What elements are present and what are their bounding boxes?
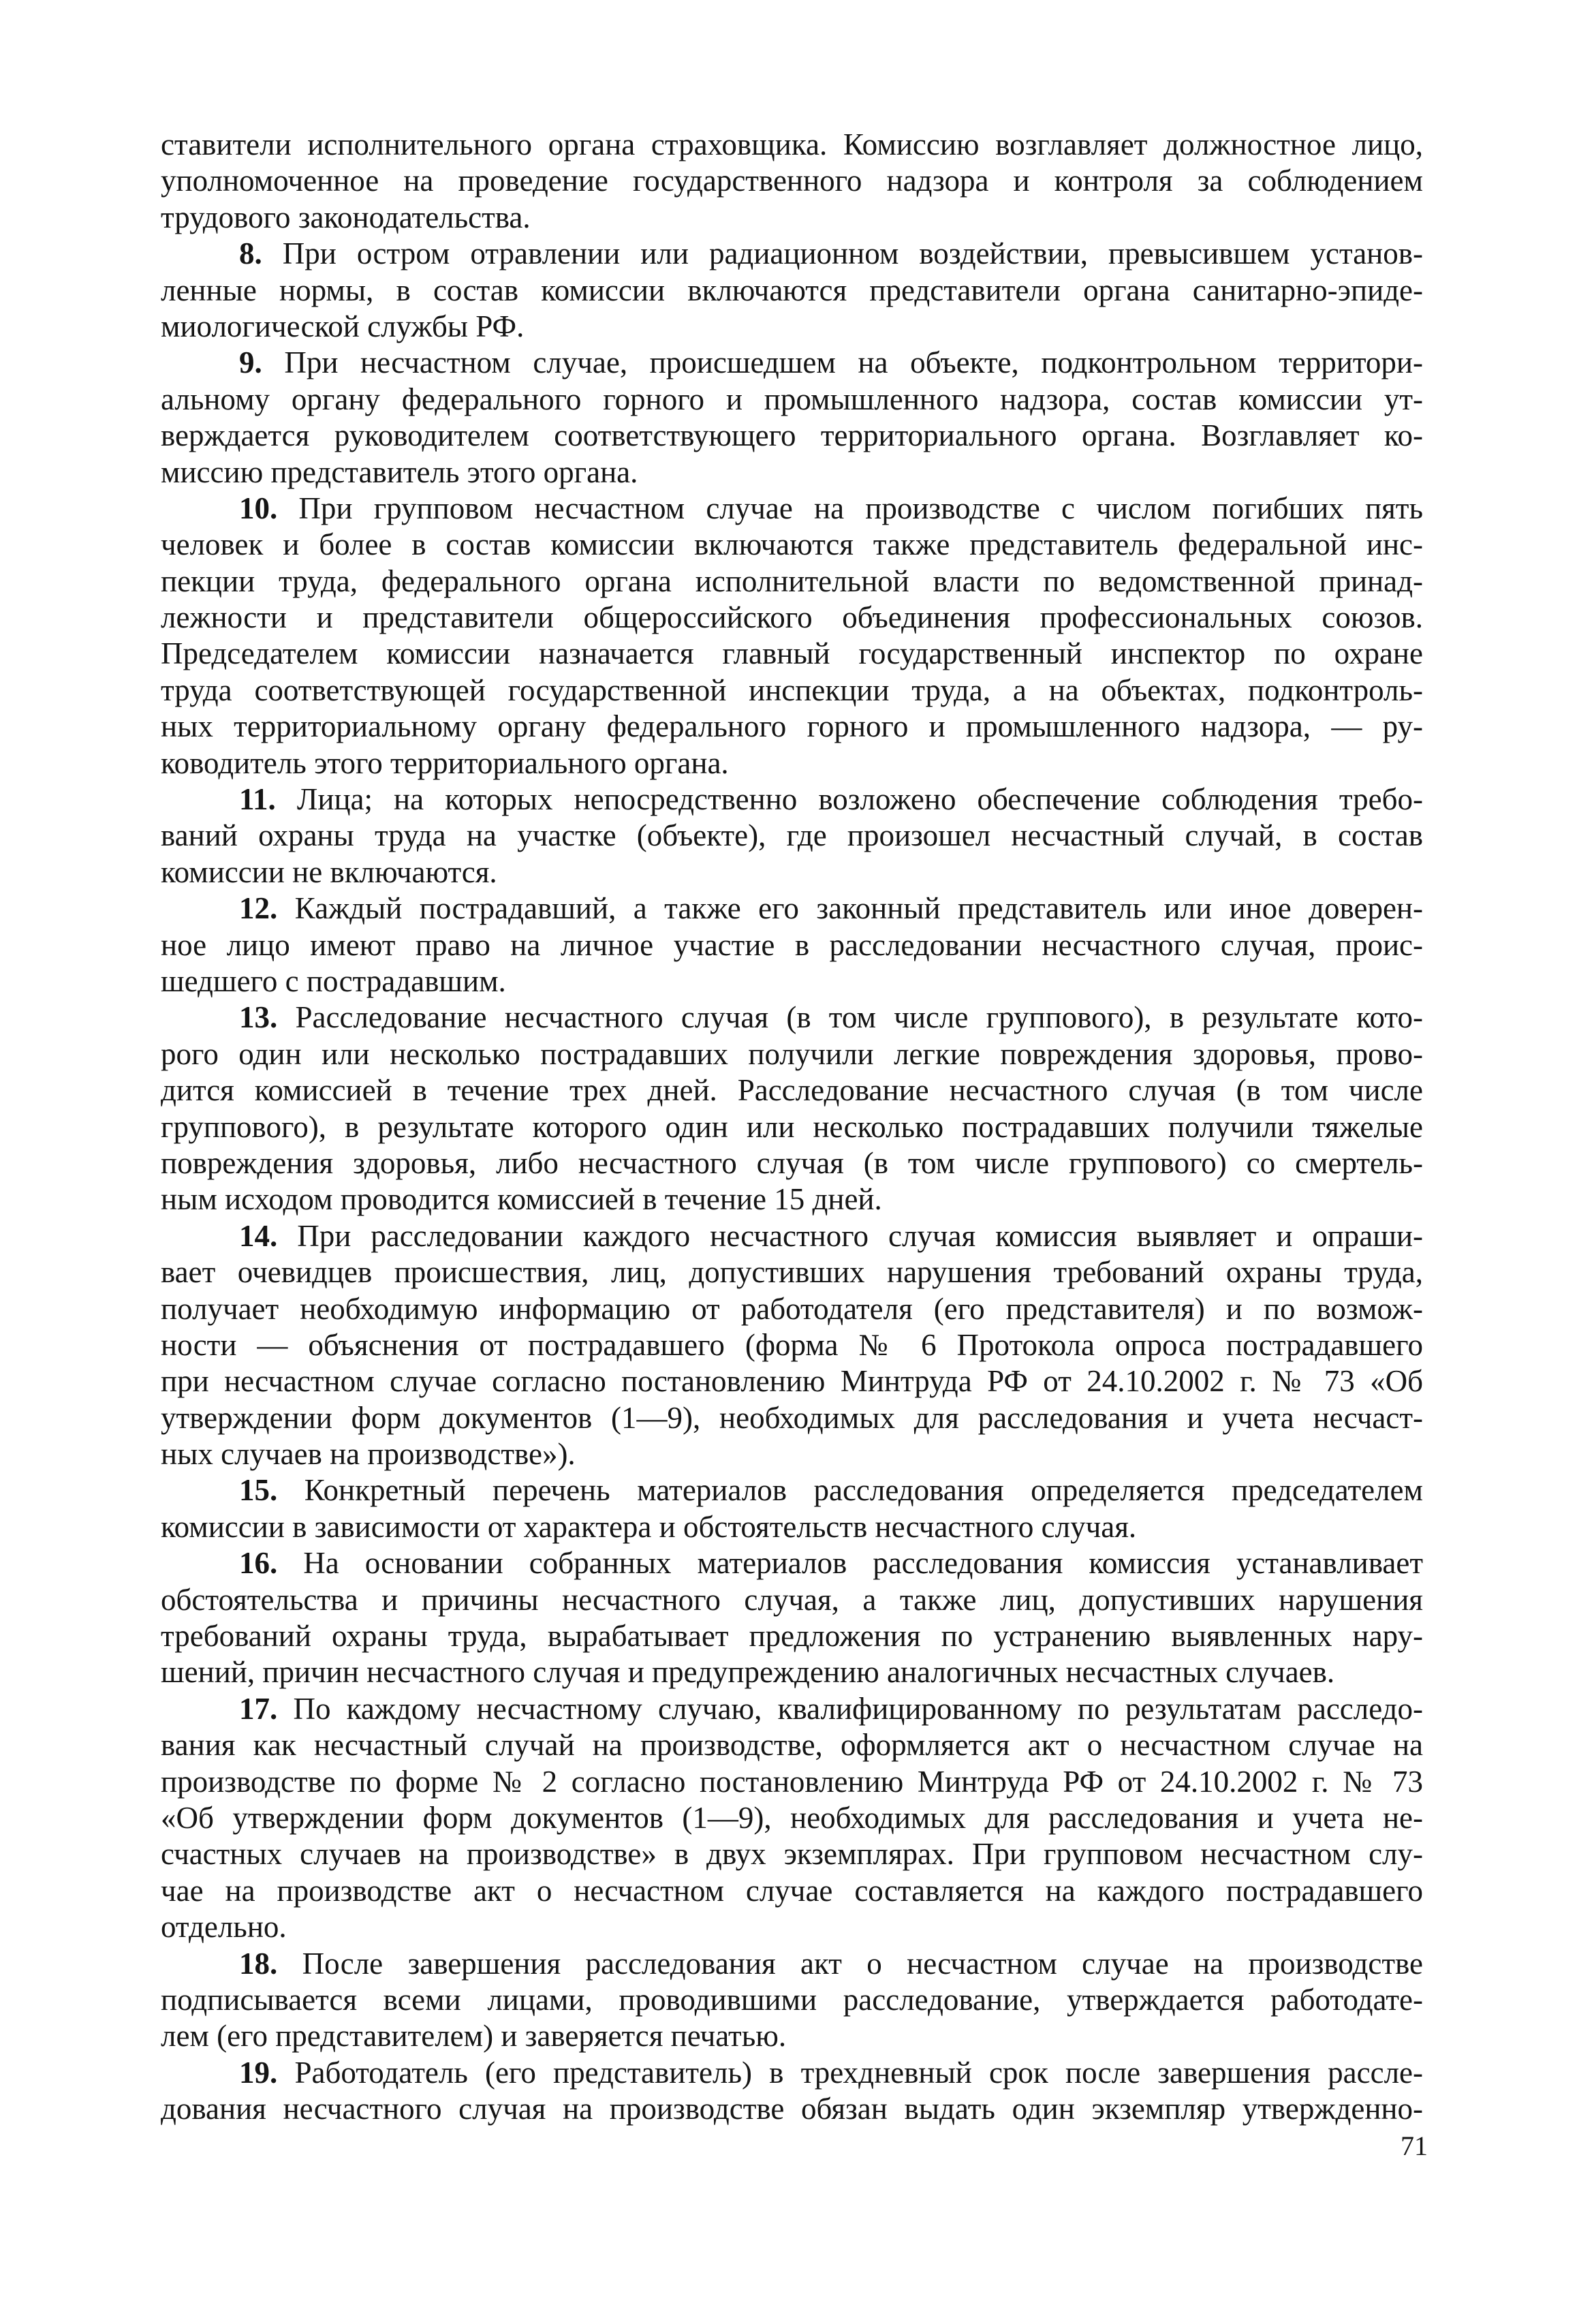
line-text: ваний охраны труда на участке (объекте), где произошел несчастный случай, в состав <box>161 818 1423 853</box>
line-text: шедшего с пострадавшим. <box>161 963 506 998</box>
text-line <box>161 1582 1423 1618</box>
text-line <box>161 200 1423 236</box>
text-line <box>161 1472 1423 1508</box>
text-line <box>161 2055 1423 2091</box>
line-text: альному органу федерального горного и промышленного надзора, состав комиссии ут- <box>161 382 1423 416</box>
line-text: производстве по форме № 2 согласно постановлению Минтруда РФ от 24.10.2002 г. № 73 <box>161 1764 1423 1799</box>
line-text: утверждении форм документов (1—9), необходимых для расследования и учета несчаст- <box>161 1400 1423 1435</box>
text-line <box>161 1836 1423 1872</box>
text-line <box>161 1509 1423 1545</box>
text-line <box>161 163 1423 199</box>
line-text: подписывается всеми лицами, проводившими расследование, утверждается работодате- <box>161 1982 1423 2017</box>
line-text: уполномоченное на проведение государственного надзора и контроля за соблюдением <box>161 164 1423 198</box>
line-text: На основании собранных материалов расследования комиссия устанавливает <box>277 1546 1423 1581</box>
line-text: трудового законодательства. <box>161 200 531 234</box>
line-text: Лица; на которых непосредственно возложено обеспечение соблюдения требо- <box>275 782 1423 817</box>
text-line <box>161 527 1423 563</box>
paragraph-number: 18. <box>239 1946 278 1981</box>
paragraph-number: 16. <box>239 1546 278 1581</box>
line-text: труда соответствующей государственной инспекции труда, а на объектах, подконтроль- <box>161 672 1423 707</box>
line-text: ленные нормы, в состав комиссии включаются представители органа санитарно-эпиде- <box>161 273 1423 307</box>
text-line <box>161 1145 1423 1181</box>
line-text: ности — объяснения от пострадавшего (форма № 6 Протокола опроса пострадавшего <box>161 1327 1423 1362</box>
text-line <box>161 2091 1423 2127</box>
line-text: Председателем комиссии назначается главный государственный инспектор по охране <box>161 636 1423 671</box>
text-line <box>161 636 1423 672</box>
paragraph-number: 10. <box>239 491 278 525</box>
line-text: ставители исполнительного органа страховщика. Комиссию возглавляет должностное лицо, <box>161 127 1423 161</box>
text-line <box>161 563 1423 600</box>
line-text: требований охраны труда, вырабатывает предложения по устранению выявленных нару- <box>161 1619 1423 1654</box>
text-line <box>161 1218 1423 1254</box>
line-text: ным исходом проводится комиссией в течение 15 дней. <box>161 1182 882 1217</box>
text-line <box>161 1691 1423 1727</box>
line-text: Работодатель (его представитель) в трехдневный срок после завершения рассле- <box>277 2055 1423 2090</box>
line-text: шений, причин несчастного случая и предупреждению аналогичных несчастных случаев. <box>161 1655 1335 1690</box>
text-line <box>161 818 1423 854</box>
text-line <box>161 1254 1423 1290</box>
text-line <box>161 781 1423 818</box>
text-line <box>161 1436 1423 1472</box>
line-text: пекции труда, федерального органа исполнительной власти по ведомственной принад- <box>161 563 1423 598</box>
line-text: ководитель этого территориального органа. <box>161 745 729 780</box>
text-line <box>161 1727 1423 1763</box>
text-line <box>161 491 1423 527</box>
line-text: отдельно. <box>161 1910 287 1945</box>
text-line <box>161 2018 1423 2054</box>
text-line <box>161 1000 1423 1036</box>
text-line <box>161 1291 1423 1327</box>
line-text: При групповом несчастном случае на производстве с числом погибших пять <box>277 491 1423 525</box>
paragraph-number: 14. <box>239 1218 278 1253</box>
text-line <box>161 709 1423 745</box>
line-text: При несчастном случае, происшедшем на объекте, подконтрольном территори- <box>262 345 1423 380</box>
text-line <box>161 1181 1423 1218</box>
line-text: чае на производстве акт о несчастном случае составляется на каждого пострадавшего <box>161 1873 1423 1908</box>
line-text: счастных случаев на производстве» в двух экземплярах. При групповом несчастном слу- <box>161 1837 1423 1872</box>
line-text: дования несчастного случая на производстве обязан выдать один экземпляр утвержденно- <box>161 2092 1423 2126</box>
text-line <box>161 1363 1423 1399</box>
body-text <box>161 127 1423 2127</box>
line-text: рого один или несколько пострадавших получили легкие повреждения здоровья, прово- <box>161 1036 1423 1071</box>
text-line <box>161 1545 1423 1581</box>
text-line <box>161 1654 1423 1690</box>
line-text: миологической службы РФ. <box>161 309 525 343</box>
text-line <box>161 1109 1423 1145</box>
line-text: лежности и представители общероссийского объединения профессиональных союзов. <box>161 600 1423 635</box>
line-text: После завершения расследования акт о несчастном случае на производстве <box>277 1946 1423 1981</box>
text-line <box>161 1909 1423 1945</box>
paragraph-number: 15. <box>239 1473 278 1508</box>
line-text: верждается руководителем соответствующего территориального органа. Возглавляет ко- <box>161 418 1423 453</box>
line-text: миссию представитель этого органа. <box>161 454 638 489</box>
text-line <box>161 236 1423 272</box>
paragraph-number: 9. <box>239 345 262 380</box>
text-line <box>161 600 1423 636</box>
line-text: ных территориальному органу федерального горного и промышленного надзора, — ру- <box>161 709 1423 744</box>
line-text: По каждому несчастному случаю, квалифицированному по результатам расследо- <box>277 1691 1423 1726</box>
line-text: дится комиссией в течение трех дней. Расследование несчастного случая (в том числе <box>161 1073 1423 1108</box>
paragraph-number: 19. <box>239 2055 278 2090</box>
text-line <box>161 273 1423 309</box>
text-line <box>161 890 1423 927</box>
text-line <box>161 1036 1423 1072</box>
line-text: комиссии в зависимости от характера и обстоятельств несчастного случая. <box>161 1509 1137 1544</box>
text-line <box>161 1327 1423 1363</box>
paragraph-number: 8. <box>239 236 262 271</box>
page-number: 71 <box>1401 2131 1428 2161</box>
line-text: группового), в результате которого один или несколько пострадавших получили тяжелые <box>161 1109 1423 1144</box>
line-text: При расследовании каждого несчастного случая комиссия выявляет и опраши- <box>277 1218 1423 1253</box>
line-text: повреждения здоровья, либо несчастного случая (в том числе группового) со смертель- <box>161 1145 1423 1180</box>
text-line <box>161 382 1423 418</box>
text-line <box>161 1072 1423 1109</box>
line-text: Конкретный перечень материалов расследования определяется председателем <box>277 1473 1423 1508</box>
line-text: человек и более в состав комиссии включаются также представитель федеральной инс- <box>161 527 1423 562</box>
text-line <box>161 672 1423 709</box>
text-line <box>161 127 1423 163</box>
line-text: «Об утверждении форм документов (1—9), необходимых для расследования и учета не- <box>161 1800 1423 1835</box>
line-text: при несчастном случае согласно постановлению Минтруда РФ от 24.10.2002 г. № 73 «Об <box>161 1364 1423 1399</box>
text-line <box>161 1618 1423 1654</box>
text-line <box>161 1800 1423 1836</box>
line-text: При остром отравлении или радиационном воздействии, превысившем установ- <box>262 236 1423 271</box>
text-line <box>161 963 1423 1000</box>
line-text: вает очевидцев происшествия, лиц, допустивших нарушения требований охраны труда, <box>161 1255 1423 1290</box>
text-line <box>161 745 1423 781</box>
line-text: ных случаев на производстве»). <box>161 1437 576 1472</box>
paragraph-number: 12. <box>239 891 278 926</box>
paragraph-number: 11. <box>239 782 276 817</box>
line-text: обстоятельства и причины несчастного случая, а также лиц, допустивших нарушения <box>161 1582 1423 1617</box>
text-line <box>161 927 1423 963</box>
text-line <box>161 345 1423 381</box>
line-text: лем (его представителем) и заверяется печатью. <box>161 2019 787 2054</box>
text-line <box>161 1400 1423 1436</box>
line-text: Расследование несчастного случая (в том числе группового), в результате кото- <box>277 1000 1423 1035</box>
line-text: Каждый пострадавший, а также его законный представитель или иное доверен- <box>277 891 1423 926</box>
text-line <box>161 1873 1423 1909</box>
paragraph-number: 13. <box>239 1000 278 1035</box>
text-line <box>161 1764 1423 1800</box>
text-line <box>161 1946 1423 1982</box>
line-text: комиссии не включаются. <box>161 854 497 889</box>
text-line <box>161 854 1423 890</box>
line-text: вания как несчастный случай на производстве, оформляется акт о несчастном случае на <box>161 1728 1423 1763</box>
text-line <box>161 454 1423 491</box>
text-line <box>161 309 1423 345</box>
paragraph-number: 17. <box>239 1691 278 1726</box>
text-line <box>161 1982 1423 2018</box>
line-text: получает необходимую информацию от работодателя (его представителя) и по возмож- <box>161 1291 1423 1326</box>
text-line <box>161 418 1423 454</box>
line-text: ное лицо имеют право на личное участие в расследовании несчастного случая, проис- <box>161 927 1423 962</box>
